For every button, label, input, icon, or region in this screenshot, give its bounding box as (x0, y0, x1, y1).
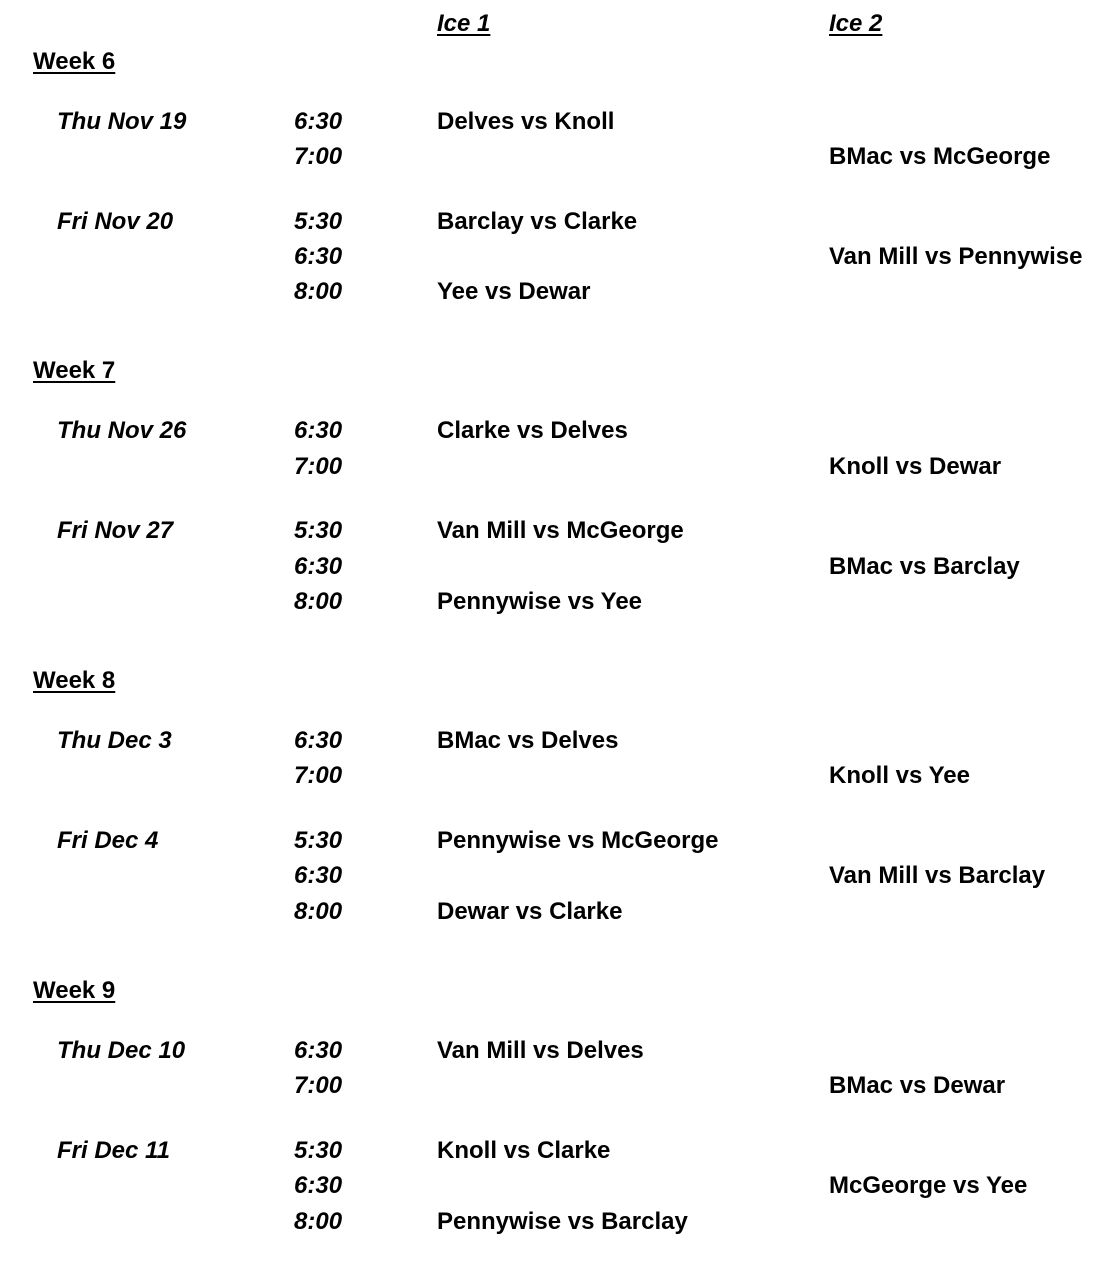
ice-1-game: BMac vs Delves (437, 727, 619, 754)
game-time: 6:30 (294, 553, 343, 580)
ice-1-game: Van Mill vs McGeorge (437, 517, 684, 544)
game-time: 5:30 (294, 827, 343, 854)
ice-1-game: Dewar vs Clarke (437, 898, 623, 925)
ice-2-game: BMac vs McGeorge (829, 143, 1051, 170)
day-date: Thu Dec 3 (57, 727, 172, 754)
ice-1-game: Delves vs Knoll (437, 108, 615, 135)
day-date: Fri Dec 11 (57, 1137, 170, 1164)
game-time: 5:30 (294, 1137, 343, 1164)
day-date: Thu Nov 19 (57, 108, 187, 135)
ice-1-game: Van Mill vs Delves (437, 1037, 644, 1064)
ice-2-game: Van Mill vs Barclay (829, 862, 1046, 889)
game-time: 8:00 (294, 278, 343, 305)
game-time: 6:30 (294, 417, 343, 444)
game-time: 7:00 (294, 1072, 343, 1099)
day-date: Thu Nov 26 (57, 417, 187, 444)
ice-2-game: Van Mill vs Pennywise (829, 243, 1083, 270)
ice-1-game: Clarke vs Delves (437, 417, 628, 444)
game-time: 7:00 (294, 143, 343, 170)
ice-1-game: Pennywise vs McGeorge (437, 827, 719, 854)
game-time: 6:30 (294, 243, 343, 270)
ice-2-game: Knoll vs Dewar (829, 453, 1002, 480)
game-time: 6:30 (294, 727, 343, 754)
ice-1-game: Barclay vs Clarke (437, 208, 638, 235)
day-date: Fri Nov 20 (57, 208, 174, 235)
ice-1-game: Pennywise vs Barclay (437, 1208, 688, 1235)
week-heading: Week 6 (33, 48, 116, 75)
game-time: 8:00 (294, 1208, 343, 1235)
game-time: 7:00 (294, 453, 343, 480)
game-time: 5:30 (294, 517, 343, 544)
game-time: 5:30 (294, 208, 343, 235)
ice-1-game: Pennywise vs Yee (437, 588, 643, 615)
ice-1-game: Yee vs Dewar (437, 278, 591, 305)
game-time: 6:30 (294, 1172, 343, 1199)
week-heading: Week 9 (33, 977, 116, 1004)
week-heading: Week 8 (33, 667, 116, 694)
ice-2-game: BMac vs Barclay (829, 553, 1020, 580)
game-time: 8:00 (294, 588, 343, 615)
game-time: 6:30 (294, 1037, 343, 1064)
ice-2-game: McGeorge vs Yee (829, 1172, 1028, 1199)
game-time: 6:30 (294, 862, 343, 889)
ice-2-game: BMac vs Dewar (829, 1072, 1006, 1099)
day-date: Fri Dec 4 (57, 827, 159, 854)
ice-1-header: Ice 1 (437, 10, 491, 37)
game-time: 8:00 (294, 898, 343, 925)
week-heading: Week 7 (33, 357, 116, 384)
game-time: 6:30 (294, 108, 343, 135)
day-date: Thu Dec 10 (57, 1037, 186, 1064)
game-time: 7:00 (294, 762, 343, 789)
ice-2-header: Ice 2 (829, 10, 883, 37)
ice-1-game: Knoll vs Clarke (437, 1137, 611, 1164)
ice-2-game: Knoll vs Yee (829, 762, 970, 789)
day-date: Fri Nov 27 (57, 517, 174, 544)
